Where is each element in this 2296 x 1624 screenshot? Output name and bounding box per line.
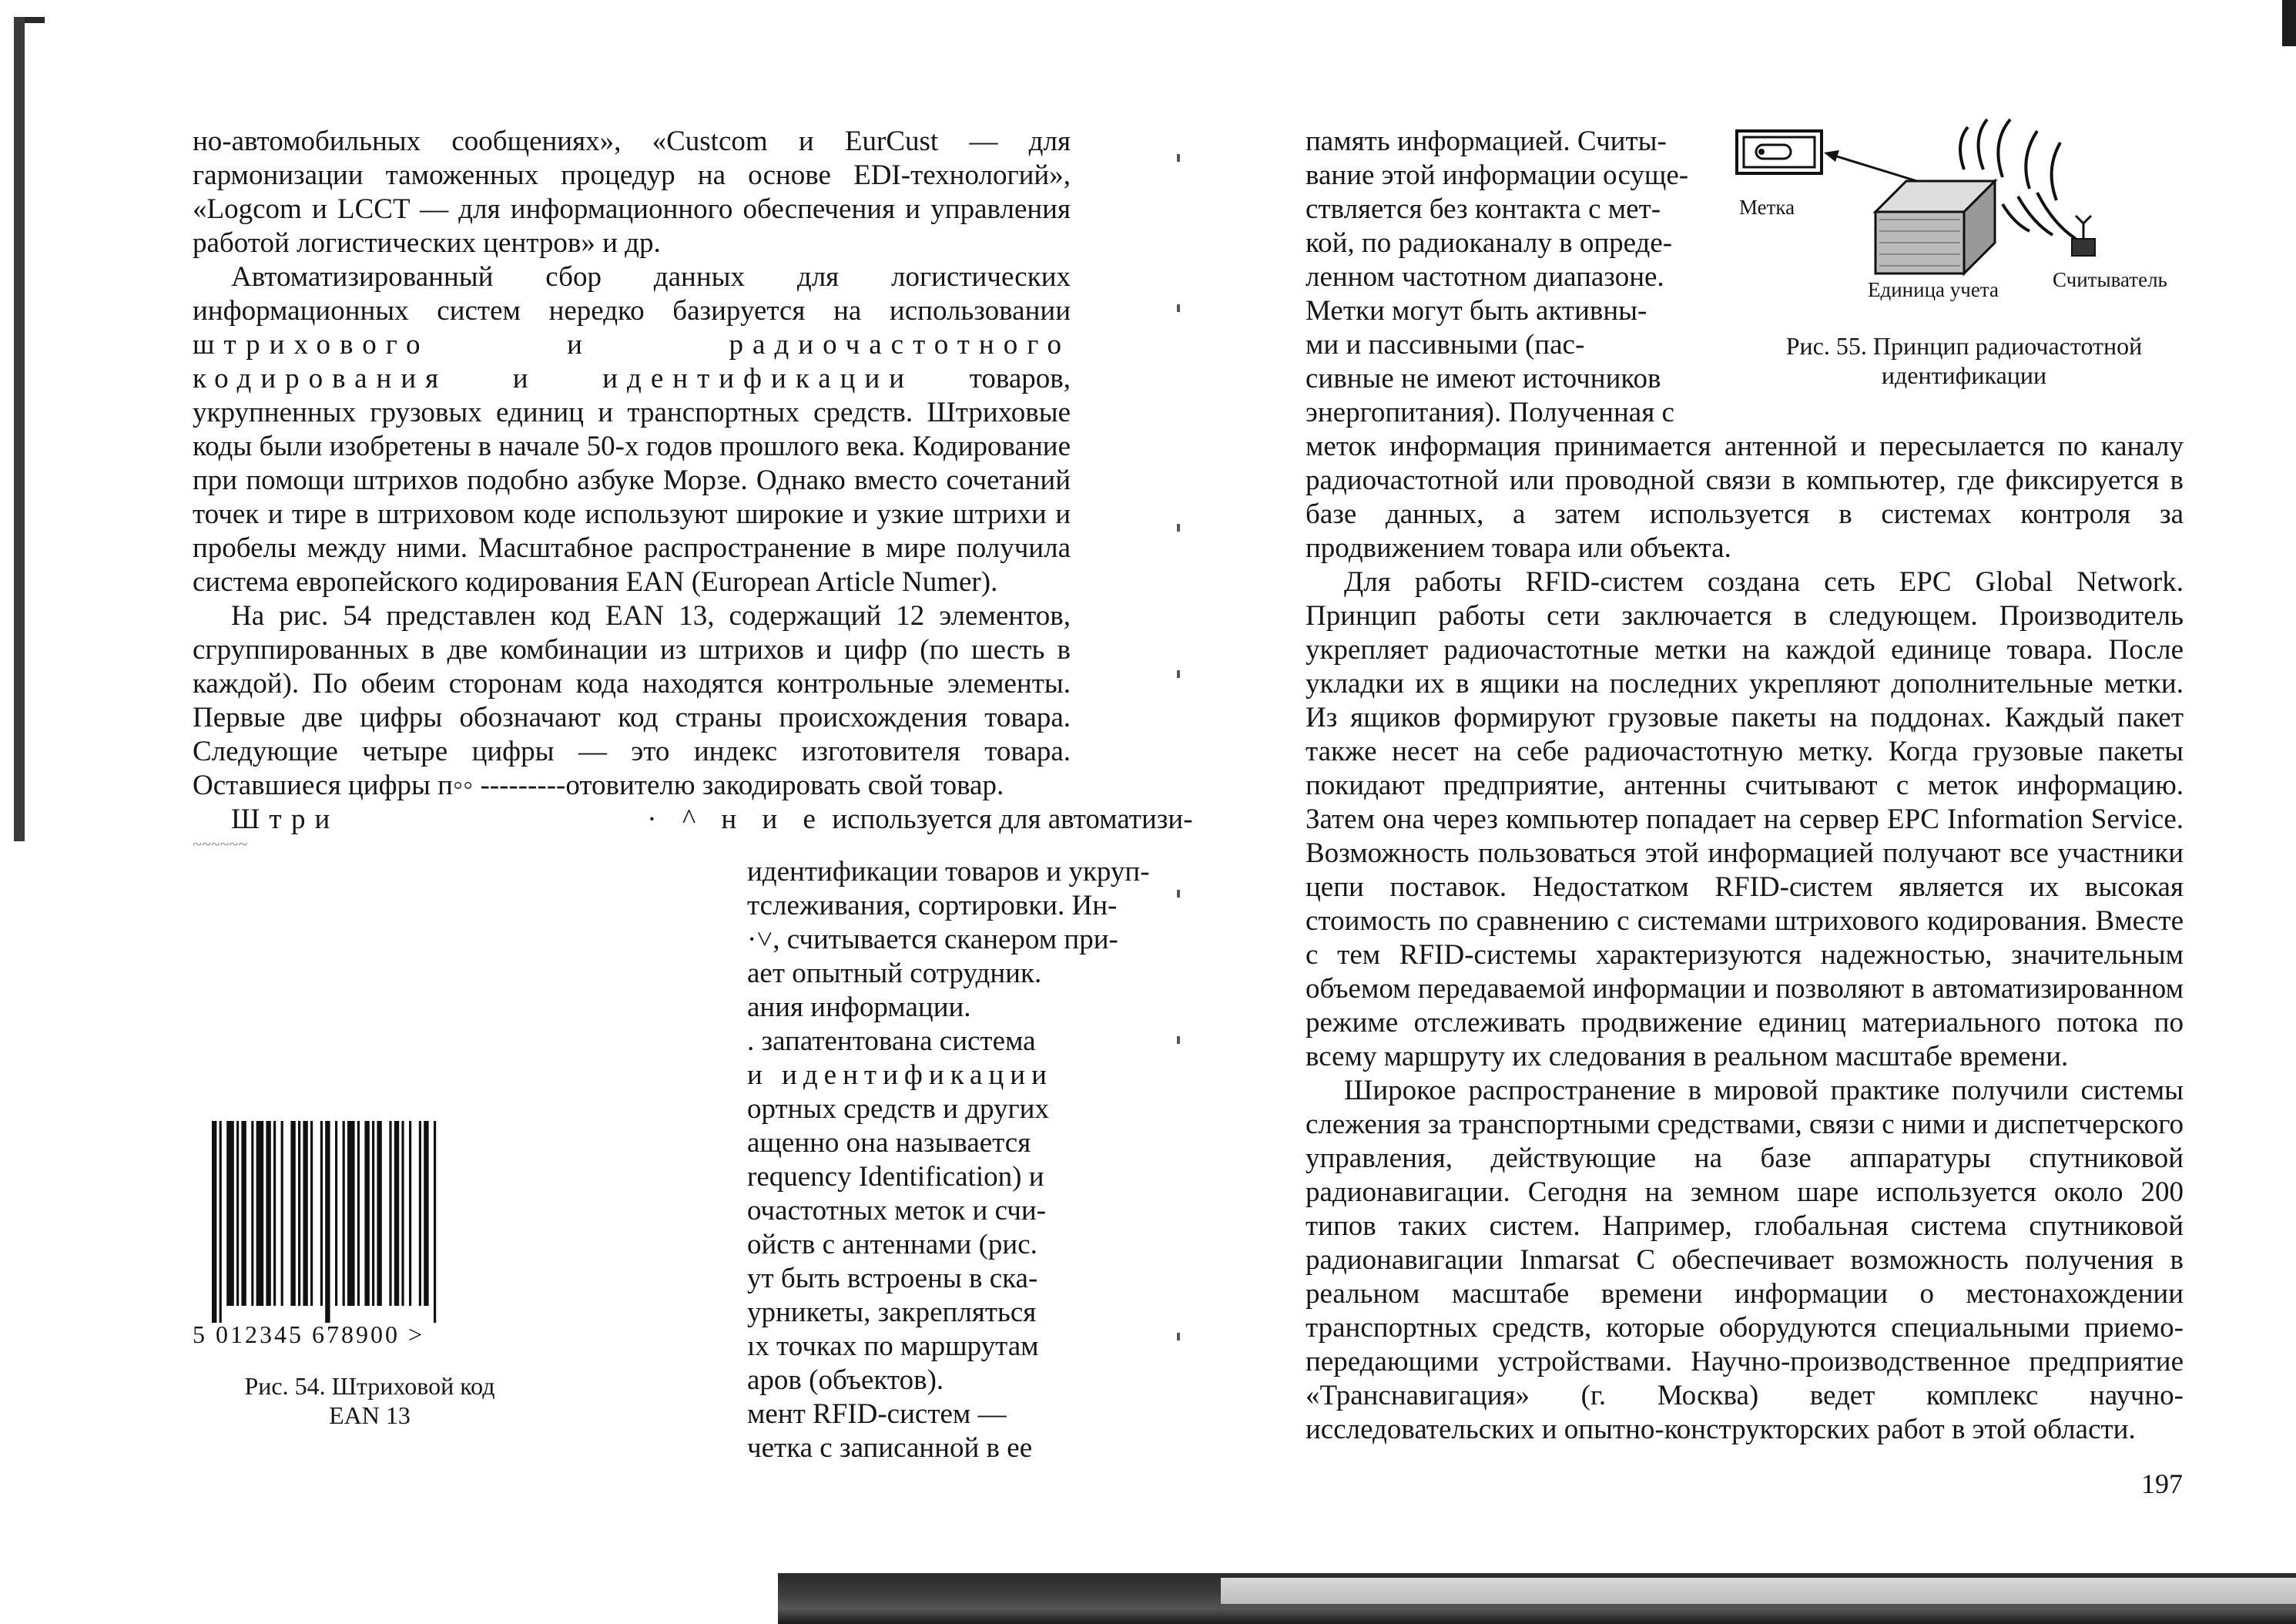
text-line: урникеты, закрепляться [747,1297,1037,1328]
left-page-fragment-lines [747,855,1150,1465]
label-reader: Считыватель [2053,268,2167,291]
left-page-text [193,125,1193,854]
text-line: мент RFID-систем — [747,1398,1007,1430]
gutter-mark [1177,890,1180,898]
paragraph: На рис. 54 представлен код EAN 13, содержащий 12 элементов, сгруппированных в две комбинации из штрихов и цифр (по шесть в каждой). По обеим сторонам кода находятся контрольные элементы. Первые две цифры обозначают код страны происхождения товара. Следующие четыре цифры — это индекс изготовителя товара. Оставшиеся цифры п◦◦ ‐‐‐‐‐‐‐‐‐отовителю закодировать свой товар. [193,600,1071,801]
spaced-term: штрихового и радиочастотного кодирования и идентификации [193,329,1071,394]
barcode-bar [273,1121,276,1306]
barcode-bar [389,1121,391,1306]
paragraph: меток информация принимается антенной и пересылается по каналу радиочастотной или проводной связи в компьютер, где фиксируется в базе данных, а затем используется в системах контроля за продвижением товара или объекта. [1306,431,2184,564]
text-line: requency Identification) и [747,1161,1044,1193]
text-line: четка с записанной в ее [747,1432,1033,1464]
text-line: тслеживания, сортировки. Ин- [747,890,1118,921]
text-line: ут быть встроены в ска- [747,1263,1038,1294]
barcode-bar [281,1121,283,1306]
figure-55-caption: Рис. 55. Принцип радиочастотной идентификации [1785,332,2143,389]
paragraph-fragment: ~~~~~~ [193,834,248,854]
text-line: идентификации товаров и укруп- [747,856,1150,887]
text-line: ойств с антеннами (рис. [747,1229,1037,1260]
gutter-mark [1177,524,1180,532]
barcode-bar [226,1121,234,1306]
barcode-bar [236,1121,239,1306]
barcode-bar [434,1121,436,1323]
text-line: ствляется без контакта с мет- [1306,193,1661,225]
barcode-bar [320,1121,323,1306]
barcode-bar [290,1121,295,1306]
text-line: очастотных меток и счи- [747,1195,1046,1226]
text-line: кой, по радиоканалу в опреде- [1306,227,1673,259]
right-page-text [1306,430,2184,1447]
text-line: ленном частотном диапазоне. [1306,261,1664,293]
text-line: и идентификации [747,1059,1053,1091]
arrow-head [1824,150,1839,162]
label-tag: Метка [1739,196,1795,219]
paragraph: Для работы RFID-систем создана сеть EPC Global Network. Принцип работы сети заключается в следующем. Производитель укрепляет радиочастотные метки на каждой единице товара. После укладки их в ящики на последних укрепляют дополнительные метки. Из ящиков формируют грузовые пакеты на поддонах. Каждый пакет также несет на себе радиочастотную метку. Когда грузовые пакеты покидают предприятие, антенны считывают с меток информацию. Затем она через компьютер попадает на сервер EPC Information Service. Возможность пользоваться этой информацией получают все участники цепи поставок. Недостатком RFID-систем является их высокая стоимость по сравнению с системами штрихового кодирования. Вместе с тем RFID-системы характеризуются надежностью, значительным объемом передаваемой информации и позволяют в автоматизированном режиме отслеживать продвижение единиц материального потока по всему маршруту их следования в реальном масштабе времени. [1306,566,2184,1072]
tag-icon [1737,131,1822,173]
gutter-mark [1177,670,1180,678]
scan-corner [2282,0,2296,46]
barcode-bar [266,1121,270,1306]
barcode-bar [310,1121,313,1306]
scan-blank-area [193,855,743,1109]
text-line: энергопитания). Полученная с [1306,397,1674,428]
barcode-digits: 5 012345 678900 > [193,1320,425,1348]
barcode-bar [325,1121,330,1323]
barcode-bar [424,1121,428,1306]
barcode-bar [303,1121,307,1306]
barcode-bar [394,1121,399,1306]
gutter-mark [1177,304,1180,312]
text-line: . запатентована система [747,1025,1036,1057]
cargo-unit-icon [1875,181,1995,273]
text-line: ания информации. [747,992,971,1023]
barcode-bar [241,1121,246,1306]
right-page-intro [1306,125,1710,430]
rfid-diagram [1733,116,2195,316]
barcode-bar [357,1121,360,1306]
barcode-bar [377,1121,381,1306]
text-line: ает опытный сотрудник. [747,958,1042,989]
text-line: Метки могут быть активны- [1306,295,1647,327]
page-number: 197 [2141,1468,2183,1499]
barcode-figure [189,1121,535,1352]
paragraph: Автоматизированный сбор данных для логистических информационных систем нередко базируется на использовании штрихового и радиочастотного кодирования и идентификации товаров, укрупненных грузовых единиц и транспортных средств. Штриховые коды были изобретены в начале 50-х годов прошлого века. Кодирование при помощи штрихов подобно азбуке Морзе. Однако вместо сочетаний точек и тире в штриховом коде используют широкие и узкие штрихи и пробелы между ними. Масштабное распространение в мире получила система европейского кодирования EAN (European Article Numer). [193,261,1071,598]
barcode-bar [256,1121,264,1306]
paragraph-fragment: Штри · ^ н и е используется для автоматизи- [231,804,1193,835]
text-line: память информацией. Считы- [1306,126,1667,157]
barcode-bar [401,1121,404,1306]
label-unit: Единица учета [1868,278,1999,301]
barcode-bar [419,1121,421,1306]
text-line: сивные не имеют источников [1306,363,1661,394]
barcode-bar [409,1121,411,1306]
text-line: ащенно она называется [747,1127,1031,1159]
barcode-bar [364,1121,369,1306]
barcode-bar [347,1121,355,1306]
gutter-mark [1177,1333,1180,1340]
text-line: ортных средств и других [747,1093,1049,1125]
text-line: вание этой информации осуще- [1306,159,1689,191]
text-line: ·˅, считывается сканером при- [747,924,1118,955]
gutter-mark [1177,1036,1180,1044]
barcode-bar [251,1121,253,1306]
barcode-bar [372,1121,374,1306]
figure-54-caption: Рис. 54. Штриховой код EAN 13 [244,1372,495,1429]
reader-icon [2072,216,2095,256]
scan-left-edge [14,17,25,841]
barcode-bar [298,1121,300,1306]
barcode-bar [335,1121,337,1306]
barcode-bar [212,1121,216,1323]
gutter-mark [1177,154,1180,162]
paragraph: но-автомобильных сообщениях», «Custcom и EurCust — для гармонизации таможенных процедур на основе EDI-технологий», «Logcom и LCCT — для информационного обеспечения и управления работой логистических центров» и др. [193,126,1071,259]
scan-bottom-highlight [1221,1578,2296,1604]
barcode-bar [343,1121,345,1306]
barcode-bars [212,1121,436,1323]
text-line: аров (объектов). [747,1364,944,1396]
text-line: ми и пассивными (пас- [1306,329,1585,361]
barcode-bar [220,1121,222,1323]
paragraph: Широкое распространение в мировой практике получили системы слежения за транспортными средствами, связи с ними и диспетчерского управления, действующие на базе аппаратуры спутниковой радионавигации. Сегодня на земном шаре используется около 200 типов таких систем. Например, глобальная система спутниковой радионавигации Inmarsat C обеспечивает возможность получения в реальном масштабе времени информации о местонахождении транспортных средств, которые оборудуются специальными приемо-передающими устройствами. Научно-производственное предприятие «Транснавигация» (г. Москва) ведет комплекс научно-исследовательских и опытно-конструкторских работ в этой области. [1306,1075,2184,1445]
text-line: ıх точках по маршрутам [747,1330,1039,1362]
